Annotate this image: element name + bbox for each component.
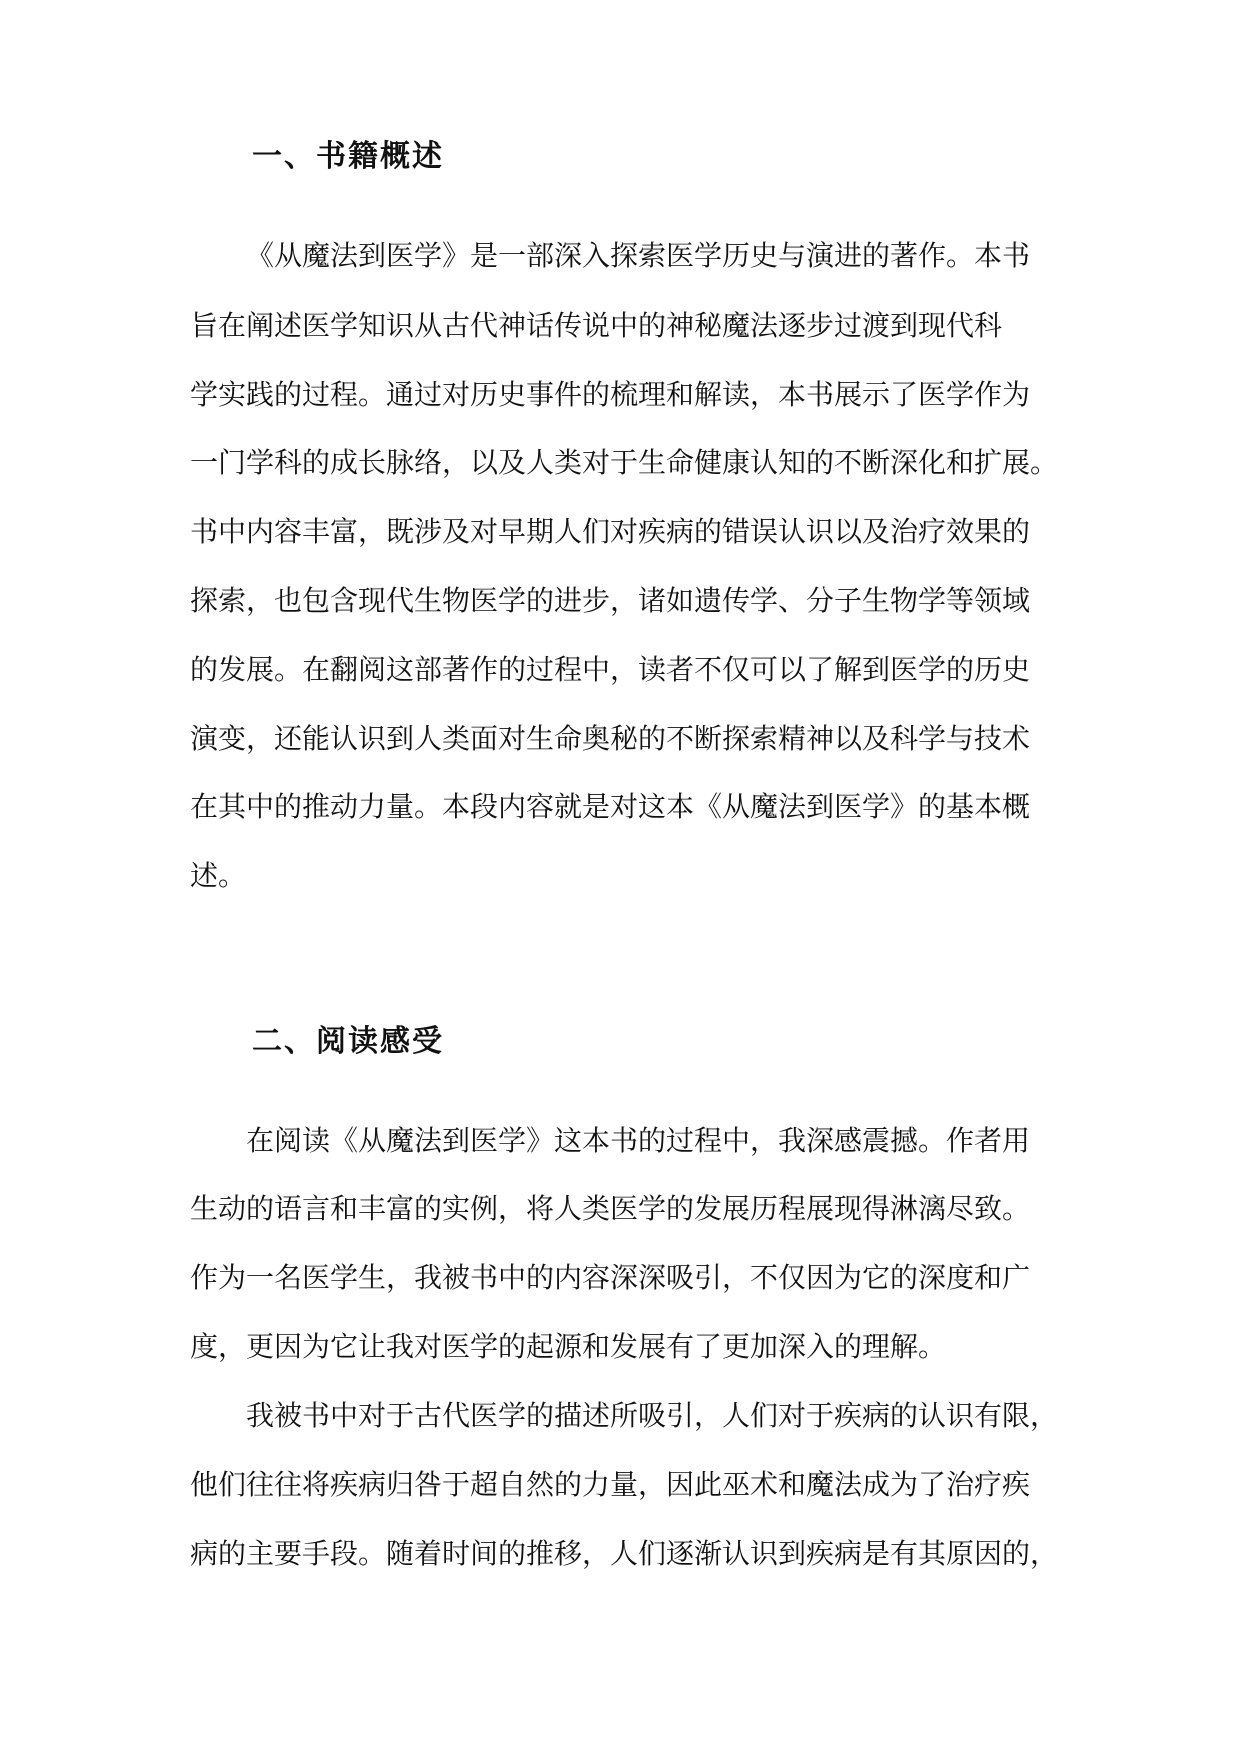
impressions-line: 作为一名医学生，我被书中的内容深深吸引，不仅因为它的深度和广: [190, 1261, 1031, 1294]
impressions-line: 度，更因为它让我对医学的起源和发展有了更加深入的理解。: [190, 1330, 947, 1363]
section-heading-reading-impressions: 二、阅读感受: [252, 1024, 444, 1059]
overview-line: 书中内容丰富，既涉及对早期人们对疾病的错误认识以及治疗效果的: [190, 515, 1031, 548]
impressions-line: 他们往往将疾病归咎于超自然的力量，因此巫术和魔法成为了治疗疾: [190, 1468, 1031, 1501]
impressions-line: 病的主要手段。随着时间的推移，人们逐渐认识到疾病是有其原因的，: [190, 1537, 1059, 1570]
overview-line: 探索，也包含现代生物医学的进步，诸如遗传学、分子生物学等领域: [190, 584, 1031, 617]
overview-line: 述。: [190, 859, 247, 892]
overview-line: 《从魔法到医学》是一部深入探索医学历史与演进的著作。本书: [246, 239, 1031, 272]
overview-line: 一门学科的成长脉络，以及人类对于生命健康认知的不断深化和扩展。: [190, 446, 1059, 479]
impressions-line: 在阅读《从魔法到医学》这本书的过程中，我深感震撼。作者用: [246, 1124, 1031, 1157]
overview-line: 学实践的过程。通过对历史事件的梳理和解读，本书展示了医学作为: [190, 378, 1031, 411]
overview-line: 在其中的推动力量。本段内容就是对这本《从魔法到医学》的基本概: [190, 790, 1031, 823]
impressions-line: 生动的语言和丰富的实例，将人类医学的发展历程展现得淋漓尽致。: [190, 1192, 1031, 1225]
section-heading-overview: 一、书籍概述: [252, 139, 444, 174]
overview-line: 演变，还能认识到人类面对生命奥秘的不断探索精神以及科学与技术: [190, 722, 1031, 755]
overview-line: 旨在阐述医学知识从古代神话传说中的神秘魔法逐步过渡到现代科: [190, 309, 1003, 342]
overview-line: 的发展。在翻阅这部著作的过程中，读者不仅可以了解到医学的历史: [190, 653, 1031, 686]
impressions-line: 我被书中对于古代医学的描述所吸引，人们对于疾病的认识有限，: [246, 1399, 1059, 1432]
